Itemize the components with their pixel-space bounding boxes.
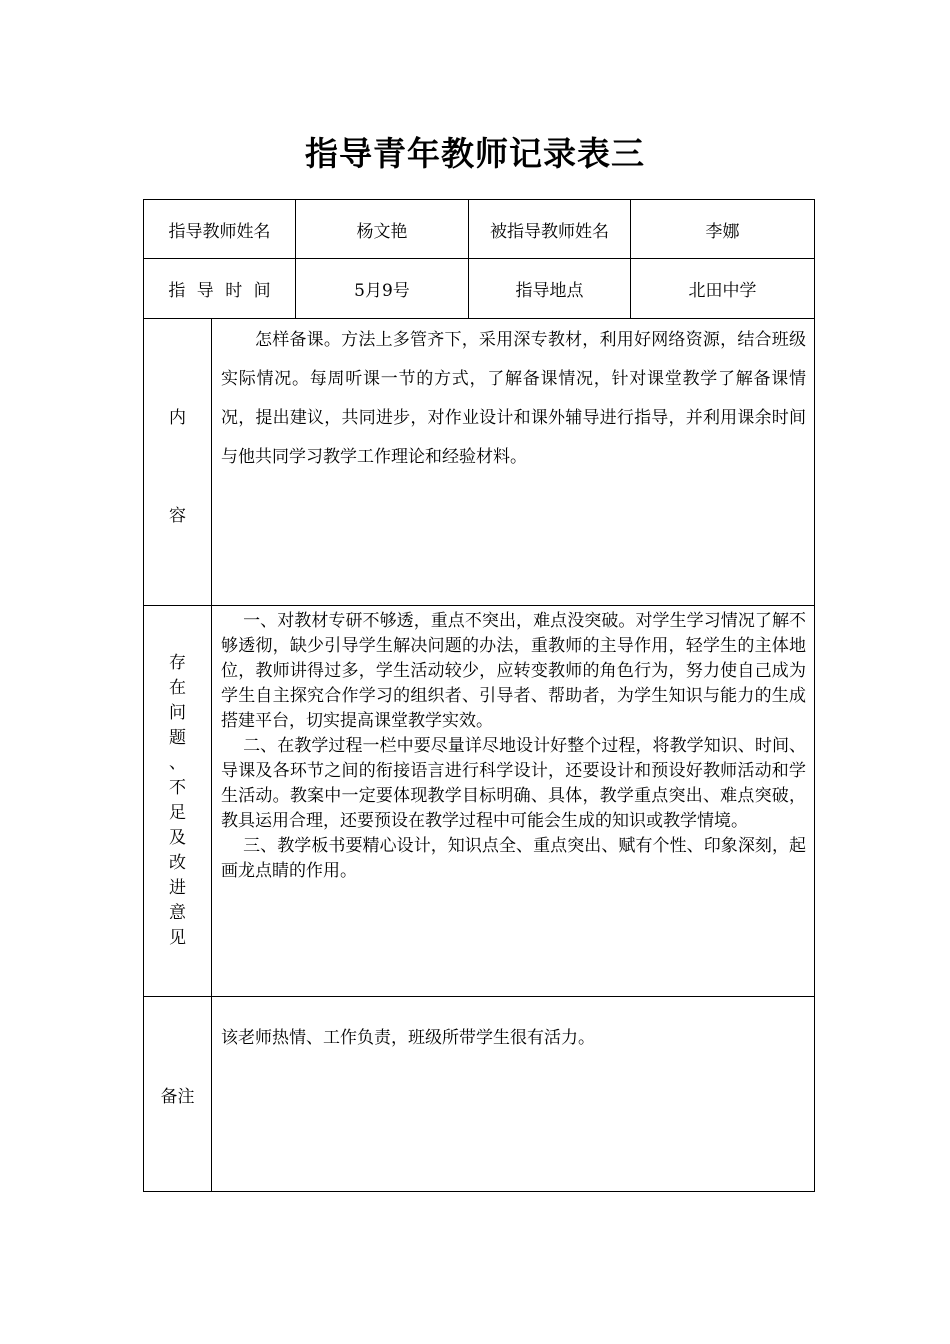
issues-label-char: 问 bbox=[169, 703, 186, 723]
issue-paragraph: 一、对教材专研不够透，重点不突出，难点没突破。对学生学习情况了解不够透彻，缺少引导学生解决问题的办法，重教师的主导作用，轻学生的主体地位，教师讲得过多，学生活动较少，应转变教师的角色行为，努力使自己成为学生自主探究合作学习的组织者、引导者、帮助者，为学生知识与能力的生成搭建平台，切实提高课堂教学实效。 bbox=[221, 611, 806, 731]
table-row-names bbox=[144, 200, 815, 259]
issues-label-char: 在 bbox=[169, 678, 186, 698]
issues-label-char: 不 bbox=[169, 778, 186, 798]
place-value-cell bbox=[631, 259, 815, 319]
issues-label-char: 改 bbox=[169, 853, 186, 873]
place-label: 指导地点 bbox=[515, 281, 584, 301]
issue-paragraph: 二、在教学过程一栏中要尽量详尽地设计好整个过程，将教学知识、时间、导课及各环节之间的衔接语言进行科学设计，还要设计和预设好教师活动和学生活动。教案中一定要体现教学目标明确、具体，教学重点突出、难点突破，教具运用合理，还要预设在教学过程中可能会生成的知识或教学情境。 bbox=[221, 736, 806, 831]
time-value: 5月9号 bbox=[354, 281, 410, 301]
mentee-label-cell bbox=[469, 200, 631, 259]
issues-label-char: 意 bbox=[169, 903, 186, 923]
mentee-label: 被指导教师姓名 bbox=[490, 221, 609, 242]
issues-label-char: 题 bbox=[169, 728, 186, 748]
time-label: 指 导 时 间 bbox=[168, 281, 271, 301]
content-label-char-1: 内 bbox=[169, 408, 186, 428]
issues-label-cell bbox=[144, 606, 212, 997]
content-label-char-2: 容 bbox=[169, 506, 186, 526]
place-label-cell bbox=[469, 259, 631, 319]
mentor-name: 杨文艳 bbox=[356, 221, 408, 242]
mentor-label: 指导教师姓名 bbox=[168, 221, 271, 242]
table-row-remarks bbox=[144, 997, 815, 1192]
issues-label-char: 存 bbox=[169, 653, 186, 673]
issue-paragraph: 三、教学板书要精心设计，知识点全、重点突出、赋有个性、印象深刻，起画龙点睛的作用。 bbox=[221, 836, 806, 881]
content-label-cell bbox=[144, 319, 212, 606]
issues-label-char: 及 bbox=[169, 828, 186, 848]
issues-label-char: 、 bbox=[169, 753, 186, 773]
issues-label-char: 进 bbox=[169, 878, 186, 898]
issues-label-char: 足 bbox=[169, 803, 186, 823]
mentor-name-cell bbox=[296, 200, 469, 259]
record-table bbox=[143, 199, 815, 1192]
issues-label-char: 见 bbox=[169, 928, 186, 948]
content-text: 怎样备课。方法上多管齐下，采用深专教材，利用好网络资源，结合班级实际情况。每周听课一节的方式，了解备课情况，针对课堂教学了解备课情况，提出建议，共同进步，对作业设计和课外辅导进行指导，并利用课余时间与他共同学习教学工作理论和经验材料。 bbox=[212, 319, 815, 606]
table-row-time-place bbox=[144, 259, 815, 319]
remarks-label-cell bbox=[144, 997, 212, 1192]
issues-paragraphs bbox=[221, 609, 806, 884]
mentor-label-cell bbox=[144, 200, 296, 259]
table-row-issues bbox=[144, 606, 815, 997]
time-label-cell bbox=[144, 259, 296, 319]
table-row-content bbox=[144, 319, 815, 606]
page-title: 指导青年教师记录表三 bbox=[305, 134, 645, 173]
mentee-name: 李娜 bbox=[705, 221, 740, 242]
issues-text-cell bbox=[212, 606, 815, 997]
issues-label bbox=[144, 651, 211, 951]
remarks-text: 该老师热情、工作负责，班级所带学生很有活力。 bbox=[212, 997, 815, 1192]
place-value: 北田中学 bbox=[688, 281, 757, 301]
mentee-name-cell bbox=[631, 200, 815, 259]
remarks-label: 备注 bbox=[160, 1086, 195, 1107]
time-value-cell bbox=[296, 259, 469, 319]
